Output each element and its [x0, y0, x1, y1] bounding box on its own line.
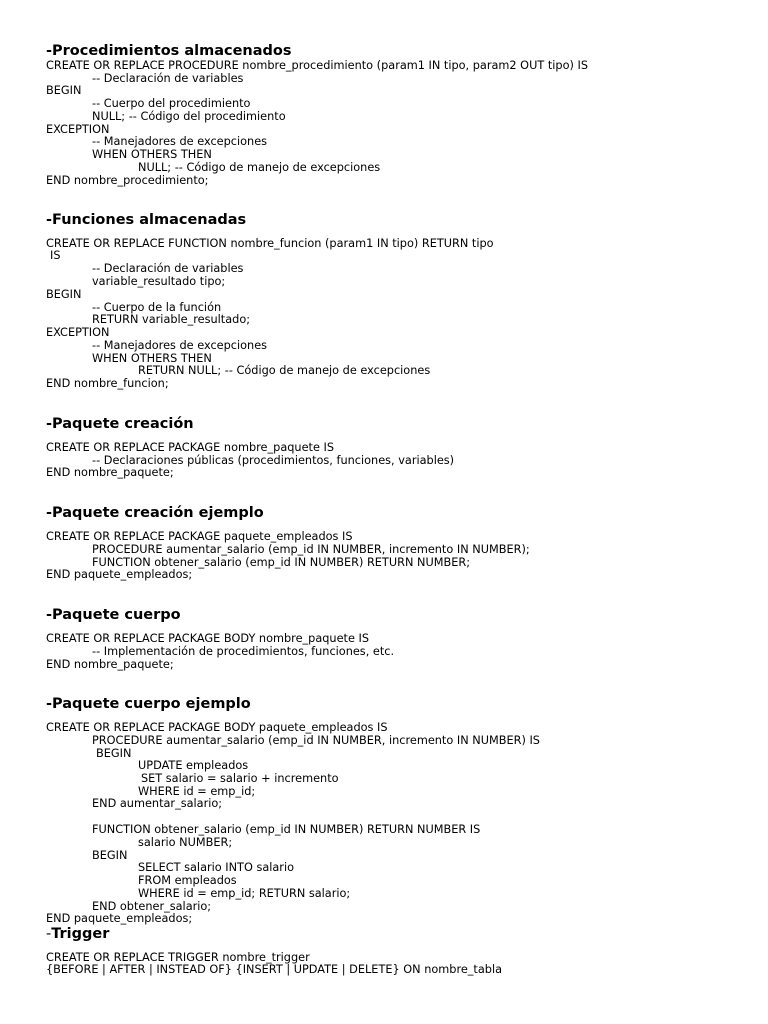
section-heading-paquete-cuerpo-ejemplo: -Paquete cuerpo ejemplo: [46, 696, 251, 712]
code-line: salario NUMBER;: [138, 836, 233, 849]
code-line: CREATE OR REPLACE PACKAGE nombre_paquete IS: [46, 441, 335, 454]
section-heading-trigger: [46, 925, 109, 943]
code-line: CREATE OR REPLACE TRIGGER nombre_trigger: [46, 951, 310, 964]
code-line: CREATE OR REPLACE PACKAGE BODY nombre_paquete IS: [46, 632, 370, 645]
code-line: END nombre_paquete;: [46, 466, 174, 479]
code-line: WHERE id = emp_id;: [138, 785, 256, 798]
code-line: -- Cuerpo del procedimiento: [92, 97, 251, 110]
code-line: FUNCTION obtener_salario (emp_id IN NUMBER) RETURN NUMBER IS: [92, 823, 481, 836]
heading-dash: -: [46, 926, 52, 942]
code-line: {BEFORE | AFTER | INSTEAD OF} {INSERT | UPDATE | DELETE} ON nombre_tabla: [46, 963, 503, 976]
code-line: EXCEPTION: [46, 123, 110, 136]
section-heading-paquete-creacion: -Paquete creación: [46, 416, 194, 432]
code-line: END paquete_empleados;: [46, 568, 193, 581]
code-line: -- Declaraciones públicas (procedimientos, funciones, variables): [92, 454, 455, 467]
code-line: UPDATE empleados: [138, 759, 249, 772]
code-line: WHEN OTHERS THEN: [92, 148, 212, 161]
code-line: NULL; -- Código del procedimiento: [92, 110, 286, 123]
code-line: BEGIN: [46, 84, 82, 97]
code-line: CREATE OR REPLACE PROCEDURE nombre_procedimiento (param1 IN tipo, param2 OUT tipo) IS: [46, 59, 588, 72]
code-line: -- Manejadores de excepciones: [92, 135, 268, 148]
code-line: END obtener_salario;: [92, 900, 212, 913]
code-line: RETURN NULL; -- Código de manejo de excepciones: [138, 364, 431, 377]
code-line: EXCEPTION: [46, 326, 110, 339]
code-line: BEGIN: [46, 288, 82, 301]
section-heading-funciones: -Funciones almacenadas: [46, 212, 247, 228]
code-line: FUNCTION obtener_salario (emp_id IN NUMBER) RETURN NUMBER;: [92, 556, 471, 569]
code-line: -- Manejadores de excepciones: [92, 339, 268, 352]
code-line: END nombre_funcion;: [46, 377, 169, 390]
code-line: NULL; -- Código de manejo de excepciones: [138, 161, 381, 174]
code-line: PROCEDURE aumentar_salario (emp_id IN NUMBER, incremento IN NUMBER);: [92, 543, 530, 556]
section-heading-paquete-cuerpo: -Paquete cuerpo: [46, 607, 181, 623]
code-line: RETURN variable_resultado;: [92, 313, 251, 326]
code-line: -- Implementación de procedimientos, funciones, etc.: [92, 645, 395, 658]
code-line: BEGIN: [96, 747, 132, 760]
code-line: WHEN OTHERS THEN: [92, 352, 212, 365]
code-line: -- Declaración de variables: [92, 262, 244, 275]
code-line: CREATE OR REPLACE FUNCTION nombre_funcion (param1 IN tipo) RETURN tipo: [46, 237, 494, 250]
code-line: END paquete_empleados;: [46, 912, 193, 925]
code-line: CREATE OR REPLACE PACKAGE paquete_empleados IS: [46, 530, 353, 543]
code-line: variable_resultado tipo;: [92, 275, 226, 288]
code-line: -- Cuerpo de la función: [92, 301, 222, 314]
code-line: SELECT salario INTO salario: [138, 861, 295, 874]
code-line: END aumentar_salario;: [92, 797, 223, 810]
section-heading-paquete-creacion-ejemplo: -Paquete creación ejemplo: [46, 505, 264, 521]
code-line: SET salario = salario + incremento: [141, 772, 339, 785]
code-line: END nombre_procedimiento;: [46, 174, 209, 187]
code-line: IS: [50, 249, 61, 262]
code-line: -- Declaración de variables: [92, 72, 244, 85]
heading-text: Trigger: [51, 926, 110, 942]
code-line: WHERE id = emp_id; RETURN salario;: [138, 887, 351, 900]
section-heading-procedimientos: -Procedimientos almacenados: [46, 43, 292, 59]
code-line: BEGIN: [92, 849, 128, 862]
code-line: PROCEDURE aumentar_salario (emp_id IN NUMBER, incremento IN NUMBER) IS: [92, 734, 540, 747]
code-line: END nombre_paquete;: [46, 658, 174, 671]
code-line: FROM empleados: [138, 874, 237, 887]
code-line: CREATE OR REPLACE PACKAGE BODY paquete_empleados IS: [46, 721, 388, 734]
